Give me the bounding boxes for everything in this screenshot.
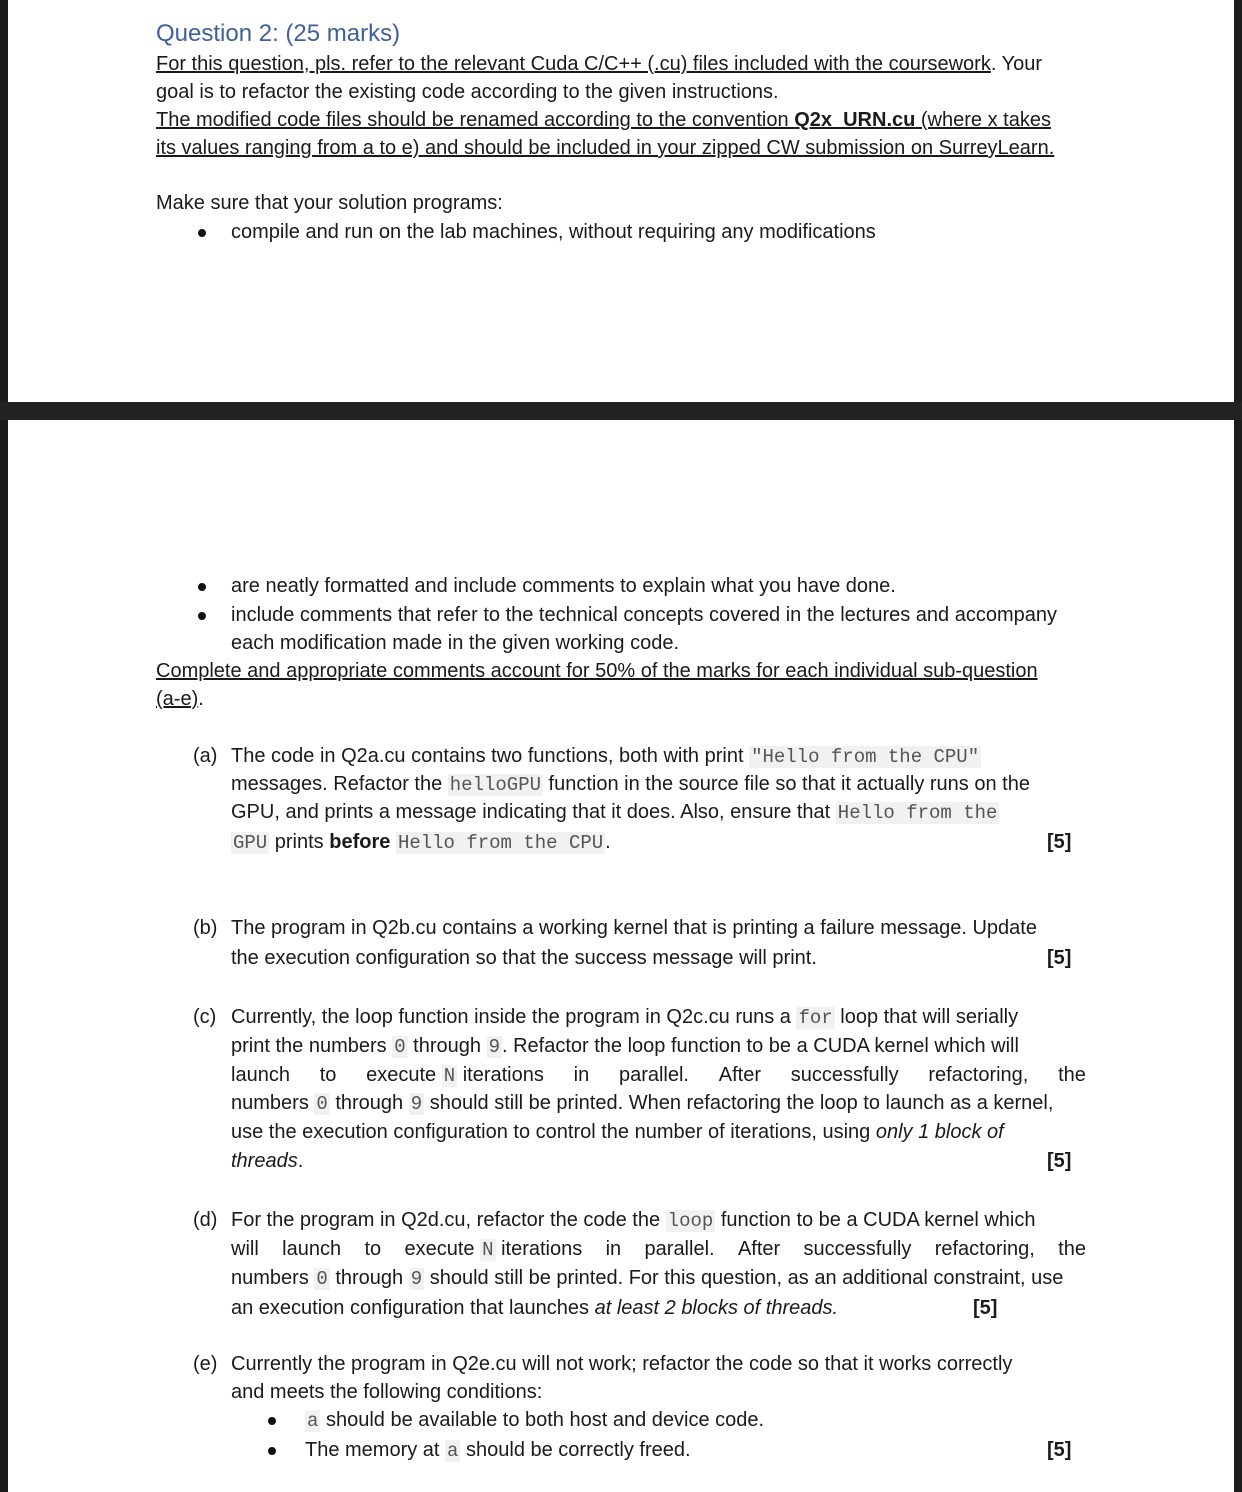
part-c-marks: [5] [1047,1150,1072,1172]
part-c-line-2: print the numbers 0 through 9 . Refactor the loop function to be a CUDA kernel which will [231,1035,1019,1058]
part-c-label: (c) [193,1006,217,1028]
make-sure-heading: Make sure that your solution programs: [156,192,503,214]
bullet-dot [198,229,206,237]
part-b-marks: [5] [1047,947,1072,969]
bullet-3-line-1: include comments that refer to the technical concepts covered in the lectures and accompany [231,604,1058,626]
bullet-2: are neatly formatted and include comments to explain what you have done. [231,575,896,597]
part-e-marks: [5] [1047,1439,1072,1461]
page-break-bar [0,402,1242,420]
comments-note-line-1: Complete and appropriate comments account for 50% of the marks for each individual sub-question [156,660,1038,682]
part-d-line-3: numbers 0 through 9 should still be printed. For this question, as an additional constraint, use [231,1267,1064,1290]
part-e-line-1: Currently the program in Q2e.cu will not work; refactor the code so that it works correctly [231,1353,1013,1375]
comments-note-line-2: (a-e). [156,688,204,710]
part-d-label: (d) [193,1209,218,1231]
part-c-line-6: threads. [231,1150,304,1172]
part-e-sub-1: a should be available to both host and device code. [307,1409,765,1432]
bullet-dot [198,583,206,591]
part-e-line-2: and meets the following conditions: [231,1381,543,1403]
bullet-1: compile and run on the lab machines, without requiring any modifications [231,221,876,243]
bullet-dot [198,612,206,620]
part-b-line-1: The program in Q2b.cu contains a working kernel that is printing a failure message. Update [231,917,1037,939]
right-frame-border [1234,0,1242,1492]
part-a-line-3: GPU, and prints a message indicating that it does. Also, ensure that Hello from the [231,801,998,824]
intro-line-2: goal is to refactor the existing code according to the given instructions. [156,81,779,103]
intro-line-1: For this question, pls. refer to the relevant Cuda C/C++ (.cu) files included with the coursework. Your [156,53,1043,75]
question-title: Question 2: (25 marks) [156,20,401,47]
part-d-line-4: an execution configuration that launches at least 2 blocks of threads. [231,1297,839,1319]
part-c-line-4: numbers 0 through 9 should still be printed. When refactoring the loop to launch as a kernel, [231,1092,1054,1115]
part-e-label: (e) [193,1353,218,1375]
part-a-marks: [5] [1047,831,1072,853]
part-a-label: (a) [193,745,218,767]
bullet-dot [268,1417,276,1425]
left-frame-border [0,0,8,1492]
part-c-line-3: launch to execute N iterations in parallel. After successfully refactoring, the [231,1064,1086,1087]
part-a-line-4: GPU prints before Hello from the CPU . [233,831,611,854]
part-c-line-5: use the execution configuration to control the number of iterations, using only 1 block of [231,1121,1004,1143]
part-d-line-1: For the program in Q2d.cu, refactor the code the loop function to be a CUDA kernel which [231,1209,1036,1232]
part-b-label: (b) [193,917,218,939]
intro-line-4: its values ranging from a to e) and should be included in your zipped CW submission on SurreyLearn. [156,137,1055,159]
part-a-line-1: The code in Q2a.cu contains two functions, both with print "Hello from the CPU" [231,745,980,768]
part-d-marks: [5] [973,1297,998,1319]
bullet-3-line-2: each modification made in the given working code. [231,632,680,654]
part-c-line-1: Currently, the loop function inside the program in Q2c.cu runs a for loop that will serially [231,1006,1019,1029]
bullet-dot [268,1447,276,1455]
part-a-line-2: messages. Refactor the helloGPU function in the source file so that it actually runs on the [231,773,1030,796]
part-b-line-2: the execution configuration so that the success message will print. [231,947,817,969]
part-d-line-2: will launch to execute N iterations in parallel. After successfully refactoring, the [231,1238,1086,1261]
part-e-sub-2: The memory at a should be correctly freed. [305,1439,691,1462]
intro-line-3: The modified code files should be renamed according to the convention Q2x_URN.cu (where x takes [156,109,1051,131]
